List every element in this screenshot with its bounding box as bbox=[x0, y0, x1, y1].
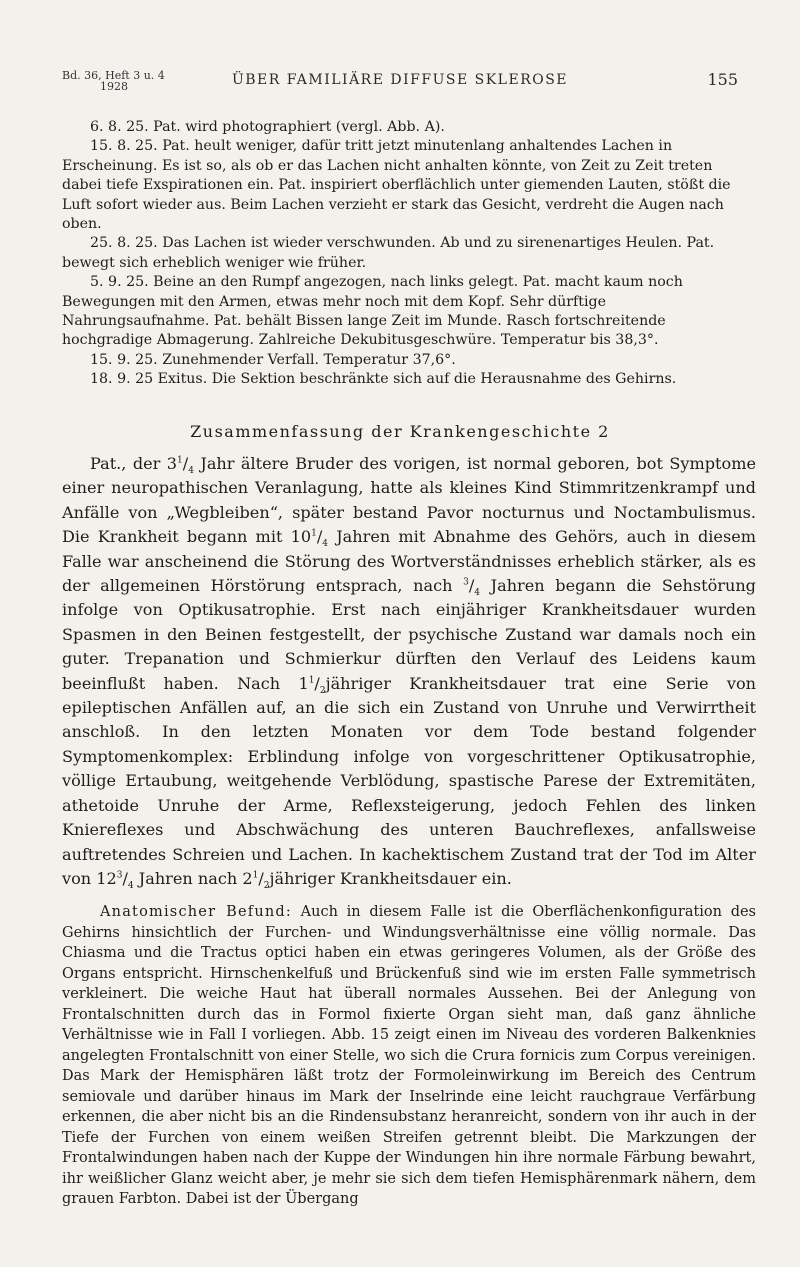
fraction-denominator: 2 bbox=[319, 685, 326, 696]
section-heading: Zusammenfassung der Krankengeschichte 2 bbox=[190, 422, 610, 441]
fraction-denominator: 4 bbox=[474, 588, 481, 599]
running-header bbox=[0, 70, 800, 100]
fraction-numerator: 1 bbox=[252, 870, 259, 881]
summary-text: Jahren nach 2 bbox=[133, 868, 253, 888]
summary-paragraph: Pat., der $3^1/_4$ Jahr ältere Bruder des vorigen, ist normal geboren, bot Symptome einer neuropathischen Veranlagung, hatte als kleines Kind Stimmritzenkrampf und Anfälle von „Wegbleiben“, später bestand Pavor nocturnus und Noctambulismus. Die Krankheit begann mit $10^1/_4$ Jahren mit Abnahme des Gehörs, auch in diesem Falle war anscheinend die Störung des Wortverständnisses erheblich stärker, als es der allgemeinen Hörstörung entsprach, nach $^3/_4$ Jahren begann die Sehstörung infolge von Optikusatrophie. Erst nach einjähriger Krankheitsdauer wurden Spasmen in den Beinen festgestellt, der psychische Zustand war damals noch ein guter. Trepanation und Schmierkur dürften den Verlauf des Leidens kaum beeinflußt haben. Nach $1^1/_2jähriger$ Krankheitsdauer trat eine Serie von epileptischen Anfällen auf, an die sich ein Zustand von Unruhe und Verwirrtheit anschloß. In den letzten Monaten vor dem Tode bestand folgender Symptomenkomplex: Erblindung infolge von vorgeschrittener Optikusatrophie, völlige Ertaubung, weitgehende Verblödung, spastische Parese der Extremitäten, athetoide Unruhe der Arme, Reflexsteigerung, jedoch Fehlen des linken Kniereflexes und Abschwächung des unteren Bauchreflexes, anfallsweise auftretendes Schreien und Lachen. In kachektischem Zustand trat der Tod im Alter von $12^3/_4$ Jahren nach $2^1/_2jähriger$ Krankheitsdauer ein. bbox=[62, 454, 756, 892]
anatomy-paragraph bbox=[62, 902, 756, 1210]
fraction-denominator: 4 bbox=[322, 539, 329, 550]
anatomy-text: Auch in diesem Falle ist die Oberflächenkonfiguration des Gehirns hinsichtlich der Furchen- und Windungsverhältnisse eine völlig normale. Das Chiasma und die Tractus optici haben ein etwas geringeres Volumen, als der Größe des Organs entspricht. Hirnschenkelfuß und Brückenfuß sind wie im ersten Falle symmetrisch verkleinert. Die weiche Haut hat überall normales Aussehen. Bei der Anlegung von Frontalschnitten durch das in Formol fixierte Organ sieht man, daß ganz ähnliche Verhältnisse wie in Fall I vorliegen. Abb. 15 zeigt einen im Niveau des vorderen Balkenknies angelegten Frontalschnitt von einer Stelle, wo sich die Crura fornicis zum Corpus vereinigen. Das Mark der Hemisphären läßt trotz der Formoleinwirkung im Bereich des Centrum semiovale und darüber hinaus im Mark der Inselrinde eine leicht rauchgraue Verfärbung erkennen, die aber nicht bis an die Rindensubstanz heranreicht, sondern von ihr auch in der Tiefe der Furchen von einem weißen Streifen getrennt bleibt. Die Markzungen der Frontalwindungen haben nach der Kuppe der Windungen hin ihre normale Färbung bewahrt, ihr weißlicher Glanz weicht aber, je mehr sie sich dem tiefen Hemisphärenmark nähern, dem grauen Farbton. Dabei ist der Übergang bbox=[62, 904, 757, 1207]
entry: 15. 9. 25. Zunehmender Verfall. Temperatur 37,6°. bbox=[90, 351, 456, 368]
entry: 5. 9. 25. Beine an den Rumpf angezogen, nach links gelegt. Pat. macht kaum noch Bewegungen mit den Armen, etwas mehr noch mit dem Kopf. Sehr dürftige Nahrungsaufnahme. Pat. behält Bissen lange Zeit im Munde. Rasch fortschreitende hochgradige Abmagerung. Zahlreiche Dekubitusgeschwüre. Temperatur bis 38,3°. bbox=[62, 274, 683, 349]
summary-text: jähriger Krankheitsdauer trat eine Serie von epileptischen Anfällen auf, an die sich ein Zustand von Unruhe und Verwirrtheit anschloß. In den letzten Monaten vor dem Tode bestand folgender Symptomenkomplex: Erblindung infolge von vorgeschrittener Optikusatrophie, völlige Ertaubung, weitgehende Verblödung, spastische Parese der Extremitäten, athetoide Unruhe der Arme, Reflexsteigerung, jedoch Fehlen des linken Kniereflexes und Abschwächung des unteren Bauchreflexes, anfallsweise auftretendes Schreien und Lachen. In kachektischem Zustand trat der Tod im Alter von 12 bbox=[62, 673, 756, 888]
fraction-numerator: 1 bbox=[308, 675, 315, 686]
anatomy-label: Anatomischer Befund: bbox=[100, 904, 292, 920]
fraction-numerator: 3 bbox=[463, 577, 469, 588]
summary-text: Pat., der 3 bbox=[90, 454, 178, 473]
page-number: 155 bbox=[707, 70, 738, 89]
volume-issue: Bd. 36, Heft 3 u. 4 bbox=[62, 69, 165, 82]
running-title: ÜBER FAMILIÄRE DIFFUSE SKLEROSE bbox=[231, 72, 569, 88]
entry: 25. 8. 25. Das Lachen ist wieder verschwunden. Ab und zu sirenenartiges Heulen. Pat. bewegt sich erheblich weniger wie früher. bbox=[62, 235, 715, 271]
entry: 15. 8. 25. Pat. heult weniger, dafür tritt jetzt minutenlang anhaltendes Lachen in Erscheinung. Es ist so, als ob er das Lachen nicht anhalten könnte, von Zeit zu Zeit treten dabei tiefe Exspirationen ein. Pat. inspiriert oberflächlich unter giemenden Lauten, stößt die Luft sofort wieder aus. Beim Lachen verzieht er stark das Gesicht, verdreht die Augen nach oben. bbox=[62, 138, 731, 233]
summary-text: Jahren mit Abnahme des Gehörs, auch in diesem Falle war anscheinend die Störung des Wortverständnisses erheblich stärker, als es der allgemeinen Hörstörung entsprach, nach bbox=[62, 527, 756, 596]
summary-text: Jahr ältere Bruder des vorigen, ist normal geboren, bot Symptome einer neuropathischen Veranlagung, hatte als kleines Kind Stimmritzenkrampf und Anfälle von „Wegbleiben“, später bestand Pavor nocturnus und Noctambulismus. Die Krankheit begann mit 10 bbox=[62, 454, 756, 547]
fraction-denominator: 4 bbox=[188, 466, 194, 477]
entry: 18. 9. 25 Exitus. Die Sektion beschränkte sich auf die Herausnahme des Gehirns. bbox=[90, 371, 677, 388]
volume-year: 1928 bbox=[100, 80, 128, 93]
case-entries bbox=[62, 118, 756, 390]
summary-text: jähriger Krankheitsdauer ein. bbox=[269, 868, 512, 888]
entry: 6. 8. 25. Pat. wird photographiert (vergl. Abb. A). bbox=[90, 119, 445, 135]
fraction-denominator: 4 bbox=[127, 881, 134, 892]
summary-text: Jahren begann die Sehstörung infolge von Optikusatrophie. Erst nach einjähriger Krankheitsdauer wurden Spasmen in den Beinen festgestellt, der psychische Zustand war damals noch ein guter. Trepanation und Schmierkur dürften den Verlauf des Leidens kaum beeinflußt haben. Nach 1 bbox=[62, 576, 756, 693]
fraction-numerator: 1 bbox=[177, 455, 183, 466]
fraction-numerator: 3 bbox=[116, 870, 123, 881]
fraction-denominator: 2 bbox=[263, 881, 270, 892]
fraction-numerator: 1 bbox=[311, 528, 317, 539]
